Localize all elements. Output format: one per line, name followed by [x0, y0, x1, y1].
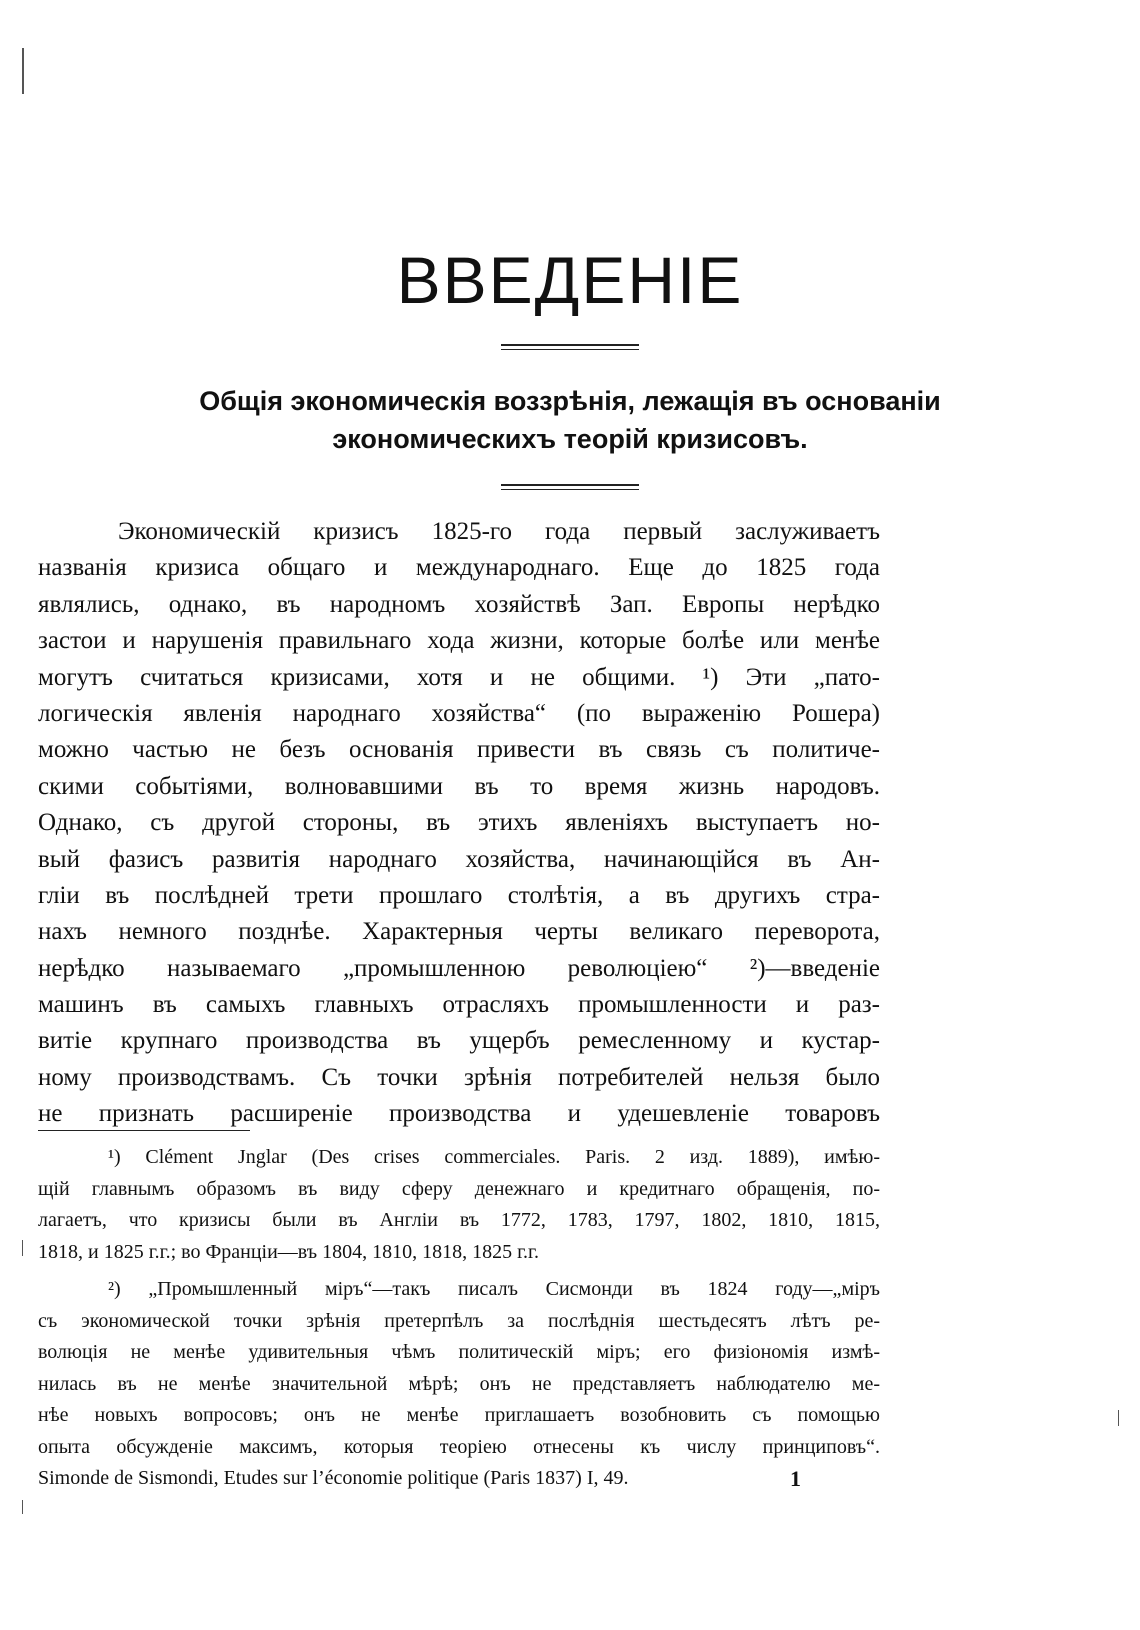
body-paragraph: [38, 514, 880, 1133]
footnote-2-line: волюція не менѣе удивительныя чѣмъ политическій міръ; его физіономія измѣ-: [38, 1341, 880, 1363]
body-line: машинъ въ самыхъ главныхъ отрасляхъ промышленности и раз-: [38, 991, 880, 1019]
body-line: скими событіями, волновавшими въ то время жизнь народовъ.: [38, 772, 880, 800]
footnotes: [38, 1142, 880, 1495]
body-line: Экономическій кризисъ 1825-го года первый заслуживаетъ: [118, 518, 880, 545]
footnote-1-line: ¹) Clément Jnglar (Des crises commerciales. Paris. 2 изд. 1889), имѣю-: [108, 1146, 880, 1168]
footnote-separator: [38, 1130, 250, 1131]
footnote-1-line: 1818, и 1825 г.г.; во Франціи—въ 1804, 1810, 1818, 1825 г.г.: [38, 1240, 539, 1263]
body-line: нерѣдко называемаго „промышленною революціею“ ²)—введеніе: [38, 954, 880, 982]
page-number: 1: [790, 1466, 801, 1491]
scan-edge-mark: [22, 1240, 23, 1256]
footnote-2-line: опыта обсужденіе максимъ, которыя теоріею отнесены къ числу принциповъ“.: [38, 1435, 880, 1458]
body-line: не признать расширеніе производства и удешевленіе товаровъ: [38, 1100, 880, 1128]
chapter-subtitle: [30, 382, 1110, 458]
heading-divider: [501, 344, 639, 350]
footnote-2-line: ²) „Промышленный міръ“—такъ писалъ Сисмонди въ 1824 году—„міръ: [108, 1278, 880, 1300]
body-line: нахъ немного позднѣе. Характерныя черты великаго переворота,: [38, 918, 880, 946]
footnote-2-line: съ экономической точки зрѣнія претерпѣлъ за послѣднія шестьдесятъ лѣтъ ре-: [38, 1309, 880, 1332]
body-line: витіе крупнаго производства въ ущербъ ремесленному и кустар-: [38, 1027, 880, 1055]
body-line: вый фазисъ развитія народнаго хозяйства, начинающійся въ Ан-: [38, 845, 880, 873]
subtitle-line: Общія экономическія воззрѣнія, лежащія въ основаніи: [199, 386, 941, 416]
scan-edge-mark: [1118, 1410, 1119, 1426]
footnote-2-line: Simonde de Sismondi, Etudes sur l’économie politique (Paris 1837) I, 49.: [38, 1467, 629, 1489]
footnote-2-line: нѣе новыхъ вопросовъ; онъ не менѣе приглашаетъ возобновить съ помощью: [38, 1404, 880, 1426]
chapter-heading: ВВЕДЕНІЕ: [396, 243, 744, 317]
scan-edge-mark: [22, 48, 24, 94]
footnote-1-line: щій главнымъ образомъ въ виду сферу денежнаго и кредитнаго обращенія, по-: [38, 1177, 880, 1200]
body-line: ному производствамъ. Съ точки зрѣнія потребителей нельзя было: [38, 1063, 880, 1091]
body-line: могутъ считаться кризисами, хотя и не общими. ¹) Эти „пато-: [38, 663, 880, 691]
body-line: логическія явленія народнаго хозяйства“ (по выраженію Рошера): [38, 699, 880, 727]
subtitle-line: экономическихъ теорій кризисовъ.: [332, 424, 808, 454]
body-line: названія кризиса общаго и международнаго. Еще до 1825 года: [38, 554, 880, 582]
body-line: гліи въ послѣдней трети прошлаго столѣтія, а въ другихъ стра-: [38, 881, 880, 909]
body-line: являлись, однако, въ народномъ хозяйствѣ Зап. Европы нерѣдко: [38, 590, 880, 618]
body-line: Однако, съ другой стороны, въ этихъ явленіяхъ выступаетъ но-: [38, 809, 880, 837]
subtitle-divider: [501, 484, 639, 490]
body-line: можно частью не безъ основанія привести въ связь съ политиче-: [38, 736, 880, 764]
scan-edge-mark: [22, 1500, 23, 1514]
footnote-1-line: лагаетъ, что кризисы были въ Англіи въ 1772, 1783, 1797, 1802, 1810, 1815,: [38, 1209, 880, 1231]
body-line: застои и нарушенія правильнаго хода жизни, которые болѣе или менѣе: [38, 627, 880, 655]
footnote-2-line: нилась въ не менѣе значительной мѣрѣ; онъ не представляетъ наблюдателю ме-: [38, 1372, 880, 1395]
